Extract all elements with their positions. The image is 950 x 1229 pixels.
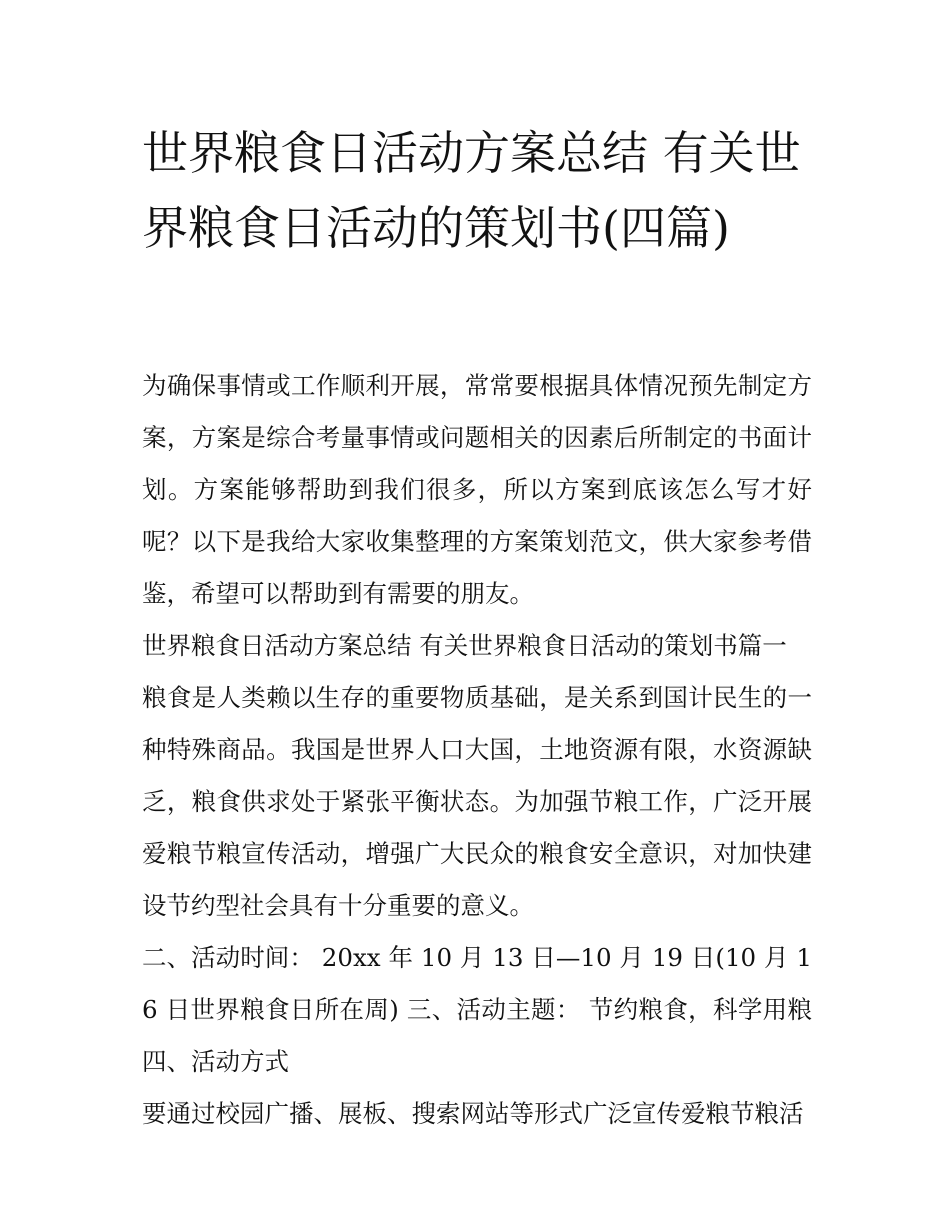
document-body	[142, 360, 812, 1140]
paragraph-activity-method: 要通过校园广播、展板、搜索网站等形式广泛宣传爱粮节粮活	[142, 1099, 804, 1128]
paragraph-section-heading: 世界粮食日活动方案总结 有关世界粮食日活动的策划书篇一	[142, 631, 787, 660]
paragraph-activity-time-theme: 二、活动时间： 20xx 年 10 月 13 日—10 月 19 日(10 月 16 日世界粮食日所在周) 三、活动主题： 节约粮食，科学用粮 四、活动方式	[142, 943, 812, 1076]
paragraph-background: 粮食是人类赖以生存的重要物质基础，是关系到国计民生的一种特殊商品。我国是世界人口大国，土地资源有限，水资源缺乏，粮食供求处于紧张平衡状态。为加强节粮工作，广泛开展爱粮节粮宣传活动，增强广大民众的粮食安全意识，对加快建设节约型社会具有十分重要的意义。	[142, 683, 812, 920]
document-title: 世界粮食日活动方案总结 有关世界粮食日活动的策划书(四篇)	[142, 126, 801, 255]
paragraph-intro: 为确保事情或工作顺利开展，常常要根据具体情况预先制定方案，方案是综合考量事情或问题相关的因素后所制定的书面计划。方案能够帮助到我们很多，所以方案到底该怎么写才好呢？以下是我给大家收集整理的方案策划范文，供大家参考借鉴，希望可以帮助到有需要的朋友。	[142, 371, 812, 608]
